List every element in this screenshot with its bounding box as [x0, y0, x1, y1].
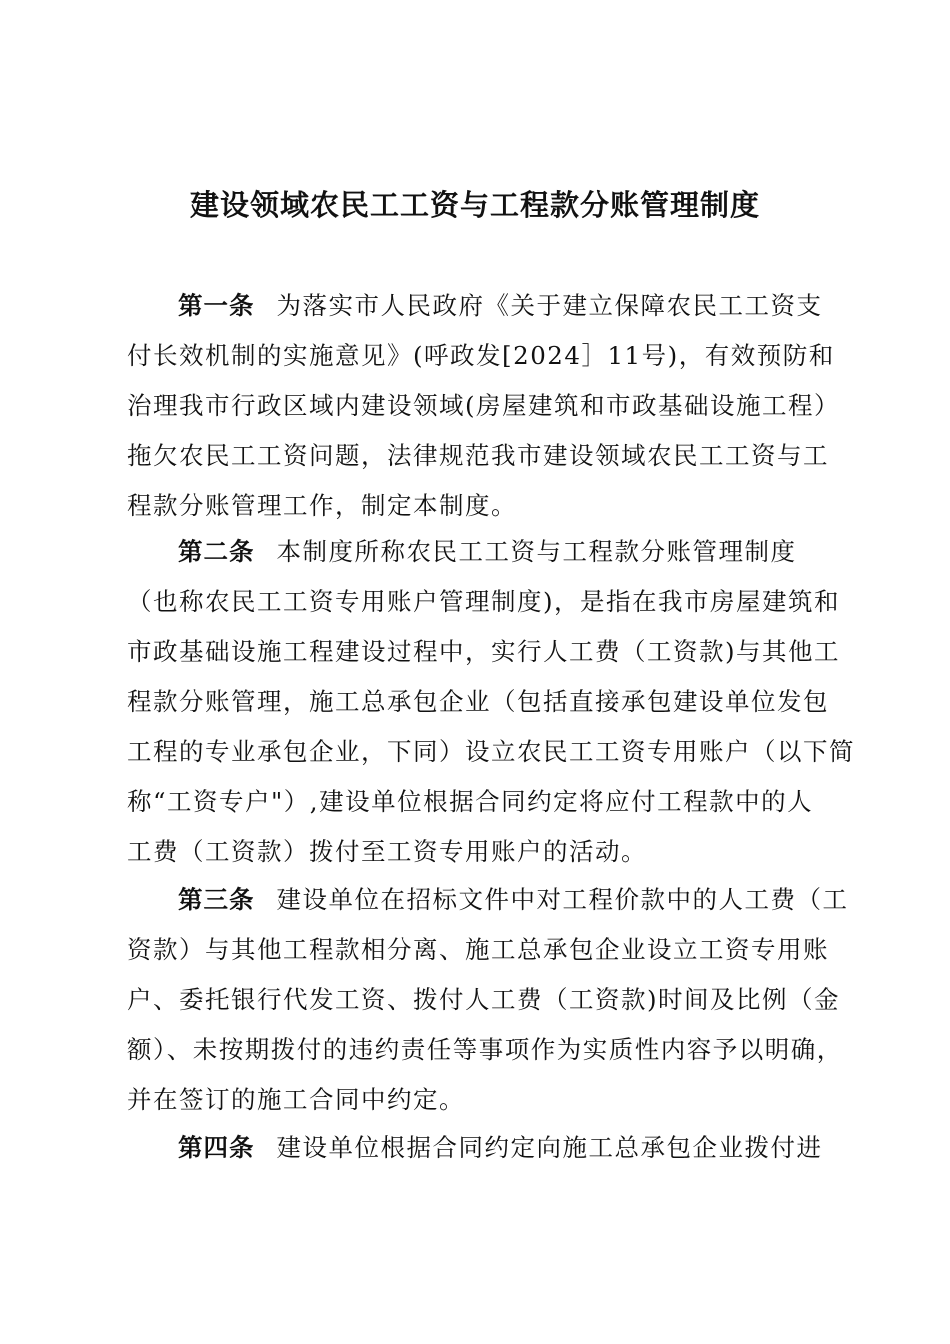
article-line — [127, 1123, 847, 1173]
article-line — [127, 527, 847, 577]
article-label: 第二条 — [178, 537, 255, 566]
article-3 — [127, 875, 847, 1125]
article-line: 称“工资专户"）,建设单位根据合同约定将应付工程款中的人 — [127, 787, 814, 816]
article-4 — [127, 1123, 847, 1173]
article-line: 程款分账管理，施工总承包企业（包括直接承包建设单位发包 — [127, 687, 829, 716]
article-line: 户、委托银行代发工资、拨付人工费（工资款)时间及比例（金 — [127, 985, 841, 1014]
article-text: 建设单位在招标文件中对工程价款中的人工费（工 — [276, 885, 849, 914]
article-line — [127, 281, 847, 331]
article-line: 程款分账管理工作，制定本制度。 — [127, 491, 517, 520]
article-line: 资款）与其他工程款相分离、施工总承包企业设立工资专用账 — [127, 935, 829, 964]
article-line: 拖欠农民工工资问题，法律规范我市建设领域农民工工资与工 — [127, 441, 829, 470]
article-line: 额）、未按期拨付的违约责任等事项作为实质性内容予以明确， — [127, 1035, 843, 1064]
document-title: 建设领域农民工工资与工程款分账管理制度 — [189, 188, 760, 222]
article-text: 本制度所称农民工工资与工程款分账管理制度 — [276, 537, 797, 566]
article-line — [127, 875, 847, 925]
article-line: 工费（工资款）拨付至工资专用账户的活动。 — [127, 837, 647, 866]
article-1 — [127, 281, 847, 531]
article-line: 工程的专业承包企业，下同）设立农民工工资专用账户（以下简 — [127, 737, 855, 766]
article-label: 第四条 — [178, 1133, 255, 1162]
article-line: 并在签订的施工合同中约定。 — [127, 1085, 465, 1114]
article-label: 第一条 — [178, 291, 255, 320]
article-text: 为落实市人民政府《关于建立保障农民工工资支 — [276, 291, 823, 320]
article-text: 建设单位根据合同约定向施工总承包企业拨付进 — [276, 1133, 823, 1162]
article-line: 付长效机制的实施意见》(呼政发[2024］11号)，有效预防和 — [127, 341, 835, 370]
article-2 — [127, 527, 855, 877]
article-label: 第三条 — [178, 885, 255, 914]
article-line: 治理我市行政区域内建设领域(房屋建筑和市政基础设施工程） — [127, 391, 841, 420]
article-line: 市政基础设施工程建设过程中，实行人工费（工资款)与其他工 — [127, 637, 841, 666]
article-line: （也称农民工工资专用账户管理制度)，是指在我市房屋建筑和 — [127, 587, 841, 616]
